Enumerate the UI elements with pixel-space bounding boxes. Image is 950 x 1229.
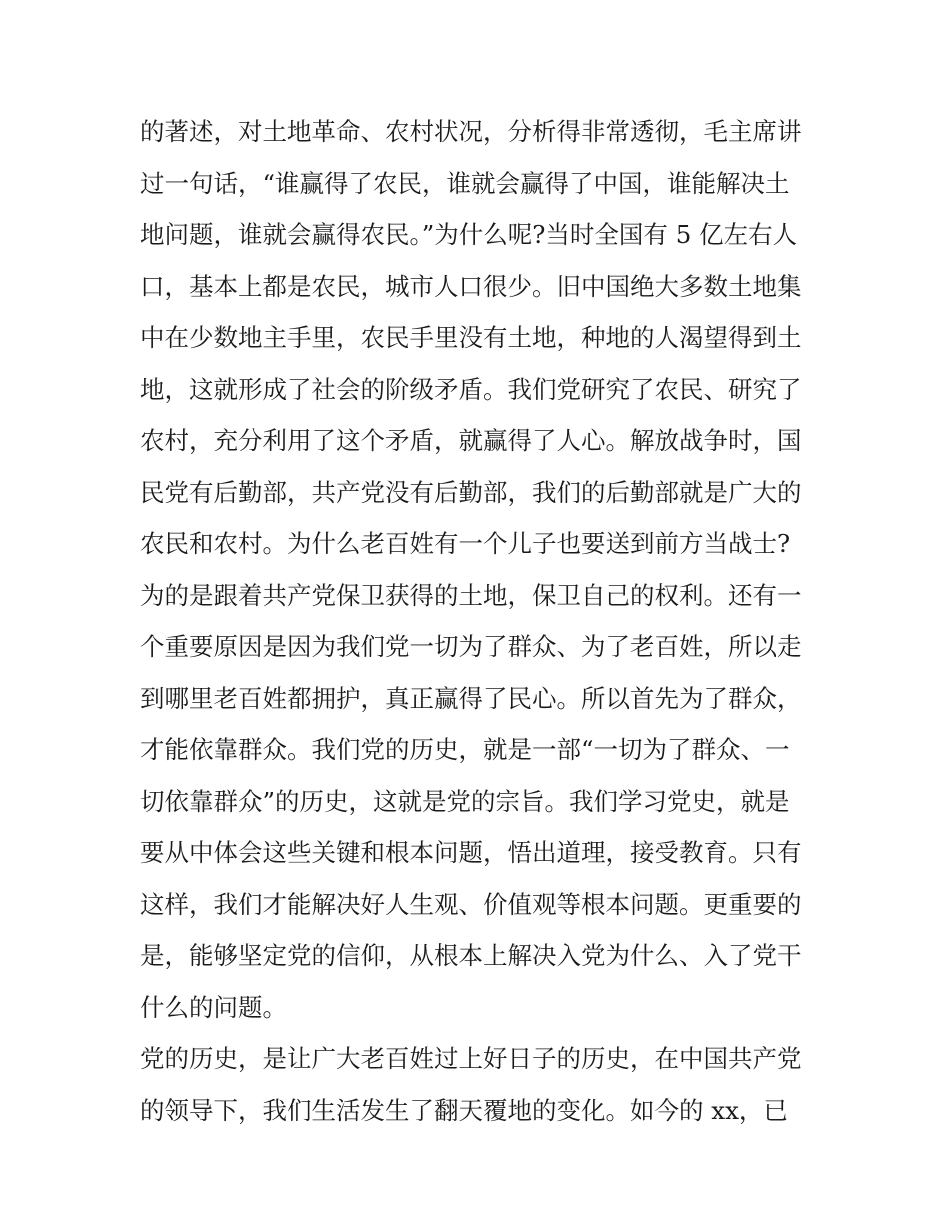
text-line: 农民和农村。为什么老百姓有一个儿子也要送到前方当战士? [140,529,791,558]
text-line: 切依靠群众”的历史，这就是党的宗旨。我们学习党史，就是 [140,786,790,816]
text-line: 地，这就形成了社会的阶级矛盾。我们党研究了农民、研究了 [140,374,802,404]
body-text [140,106,820,1136]
text-line: 中在少数地主手里，农民手里没有土地，种地的人渴望得到土 [140,323,802,352]
text-line: 民党有后勤部，共产党没有后勤部，我们的后勤部就是广大的 [140,477,802,507]
text-line: 的领导下，我们生活发生了翻天覆地的变化。如今的 xx，已 [140,1095,788,1125]
text-line: 个重要原因是因为我们党一切为了群众、为了老百姓，所以走 [140,632,802,661]
text-line: 过一句话，“谁赢得了农民，谁就会赢得了中国，谁能解决土 [140,168,790,198]
text-line: 这样，我们才能解决好人生观、价值观等根本问题。更重要的 [140,889,802,919]
text-line: 到哪里老百姓都拥护，真正赢得了民心。所以首先为了群众， [140,683,802,713]
text-line: 才能依靠群众。我们党的历史，就是一部“一切为了群众、一 [140,735,790,764]
text-line: 什么的问题。 [140,992,287,1022]
text-line: 的著述，对土地革命、农村状况，分析得非常透彻，毛主席讲 [140,117,802,146]
text-line: 是，能够坚定党的信仰，从根本上解决入党为什么、入了党干 [140,941,802,970]
text-line: 地问题，谁就会赢得农民。”为什么呢?当时全国有 5 亿左右人 [140,220,798,249]
text-line: 口，基本上都是农民，城市人口很少。旧中国绝大多数土地集 [140,271,802,301]
text-line: 为的是跟着共产党保卫获得的土地，保卫自己的权利。还有一 [140,580,802,610]
text-line: 要从中体会这些关键和根本问题，悟出道理，接受教育。只有 [140,838,802,867]
text-line: 农村，充分利用了这个矛盾，就赢得了人心。解放战争时，国 [140,426,802,455]
text-line: 党的历史，是让广大老百姓过上好日子的历史，在中国共产党 [140,1044,802,1073]
